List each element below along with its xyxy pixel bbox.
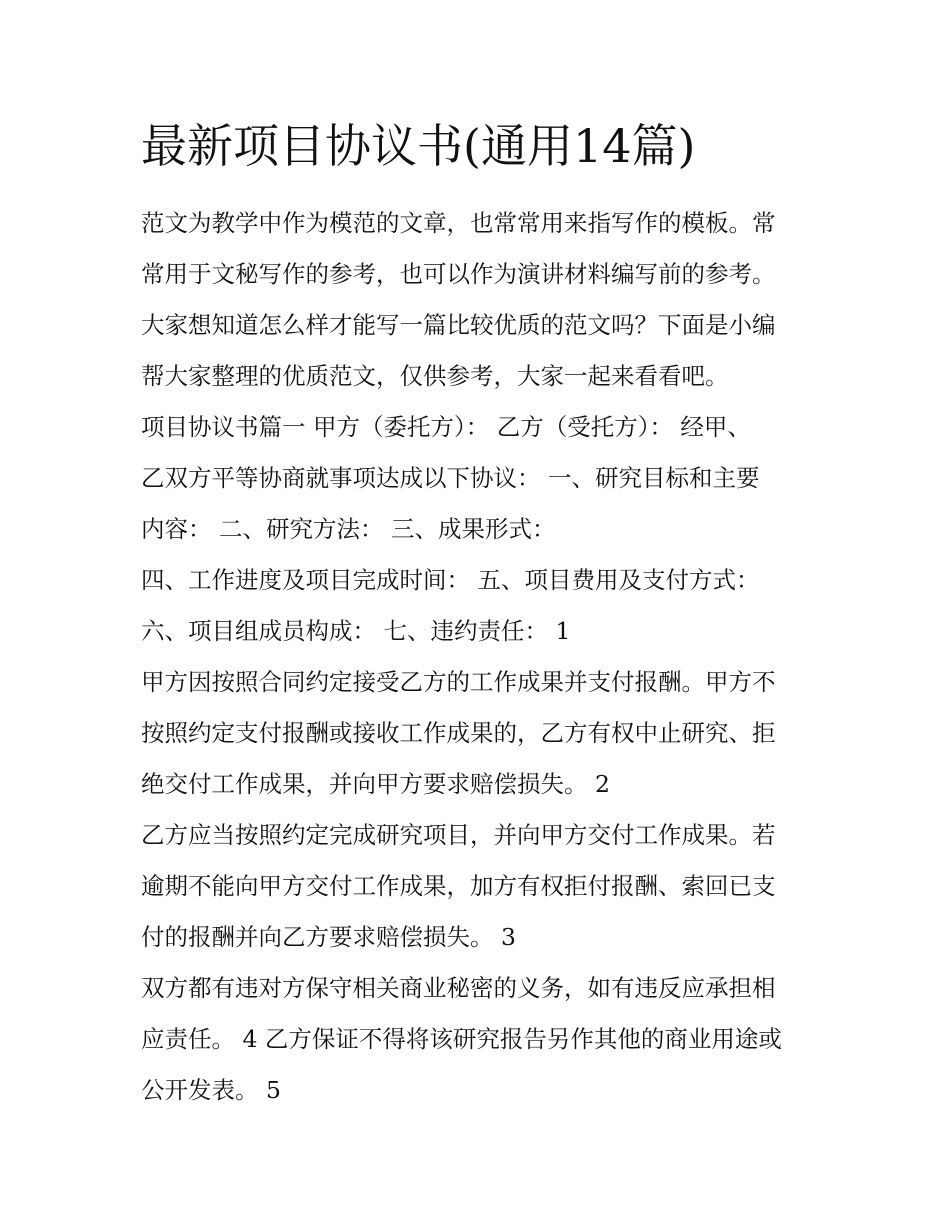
body-line: 帮大家整理的优质范文，仅供参考，大家一起来看看吧。 <box>141 362 729 390</box>
body-line: 绝交付工作成果，并向甲方要求赔偿损失。 2 <box>141 770 610 798</box>
body-line: 双方都有违对方保守相关商业秘密的义务，如有违反应承担相 <box>141 974 776 1002</box>
body-line: 乙方应当按照约定完成研究项目，并向甲方交付工作成果。若 <box>141 821 776 849</box>
body-line: 付的报酬并向乙方要求赔偿损失。 3 <box>141 923 516 951</box>
document-body <box>141 198 816 1116</box>
document-title: 最新项目协议书(通用14篇) <box>141 119 696 173</box>
body-line: 内容： 二、研究方法： 三、成果形式： <box>141 515 556 543</box>
body-line: 大家想知道怎么样才能写一篇比较优质的范文吗？下面是小编 <box>141 311 776 339</box>
body-line: 常用于文秘写作的参考，也可以作为演讲材料编写前的参考。 <box>141 260 776 288</box>
body-line: 应责任。 4 乙方保证不得将该研究报告另作其他的商业用途或 <box>141 1025 782 1053</box>
body-line: 公开发表。 5 <box>141 1076 281 1104</box>
body-line: 逾期不能向甲方交付工作成果，加方有权拒付报酬、索回已支 <box>141 872 776 900</box>
body-line: 甲方因按照合同约定接受乙方的工作成果并支付报酬。甲方不 <box>141 668 776 696</box>
body-line: 项目协议书篇一 甲方（委托方）： 乙方（受托方）： 经甲、 <box>141 413 751 441</box>
body-line: 按照约定支付报酬或接收工作成果的，乙方有权中止研究、拒 <box>141 719 776 747</box>
body-line: 乙双方平等协商就事项达成以下协议： 一、研究目标和主要 <box>141 464 760 492</box>
body-line: 四、工作进度及项目完成时间： 五、项目费用及支付方式： <box>141 566 760 594</box>
body-line: 六、项目组成员构成： 七、违约责任： 1 <box>141 617 571 645</box>
body-line: 范文为教学中作为模范的文章，也常常用来指写作的模板。常 <box>141 209 776 237</box>
